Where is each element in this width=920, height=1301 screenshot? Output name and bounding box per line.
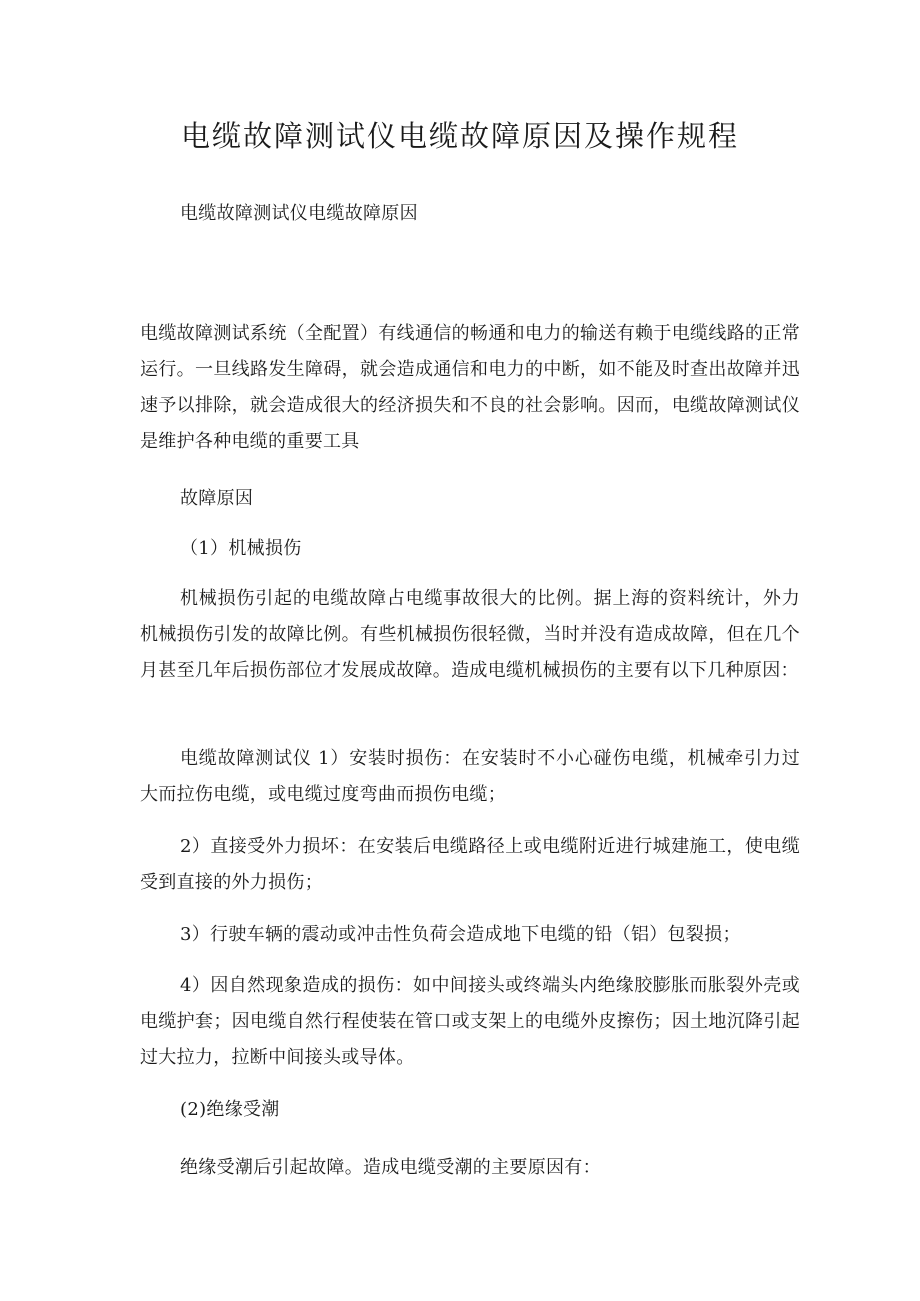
section-heading-fault-reasons: 故障原因 <box>180 488 254 509</box>
list-item-external-force-damage: 2）直接受外力损坏：在安装后电缆路径上或电缆附近进行城建施工，使电缆受到直接的外力损伤； <box>140 836 800 893</box>
document-subtitle: 电缆故障测试仪电缆故障原因 <box>180 203 418 224</box>
subsection-heading-insulation-moisture: (2)绝缘受潮 <box>180 1099 280 1120</box>
list-item-natural-damage: 4）因自然现象造成的损伤：如中间接头或终端头内绝缘胶膨胀而胀裂外壳或电缆护套；因电缆自然行程使装在管口或支架上的电缆外皮擦伤；因土地沉降引起过大拉力，拉断中间接头或导体。 <box>140 975 800 1068</box>
insulation-moisture-paragraph: 绝缘受潮后引起故障。造成电缆受潮的主要原因有： <box>180 1157 601 1178</box>
intro-paragraph: 电缆故障测试系统（全配置）有线通信的畅通和电力的输送有赖于电缆线路的正常运行。一旦线路发生障碍，就会造成通信和电力的中断，如不能及时查出故障并迅速予以排除，就会造成很大的经济损失和不良的社会影响。因而，电缆故障测试仪是维护各种电缆的重要工具 <box>140 323 800 452</box>
list-item-installation-damage: 电缆故障测试仪 1）安装时损伤：在安装时不小心碰伤电缆，机械牵引力过大而拉伤电缆，或电缆过度弯曲而损伤电缆； <box>140 748 800 805</box>
document-title: 电缆故障测试仪电缆故障原因及操作规程 <box>180 119 739 153</box>
subsection-heading-mechanical-damage: （1）机械损伤 <box>180 538 302 559</box>
mechanical-damage-paragraph: 机械损伤引起的电缆故障占电缆事故很大的比例。据上海的资料统计，外力机械损伤引发的故障比例。有些机械损伤很轻微，当时并没有造成故障，但在几个月甚至几年后损伤部位才发展成故障。造成电缆机械损伤的主要有以下几种原因： <box>140 588 800 681</box>
list-item-vehicle-vibration: 3）行驶车辆的震动或冲击性负荷会造成地下电缆的铅（铝）包裂损； <box>180 924 741 945</box>
